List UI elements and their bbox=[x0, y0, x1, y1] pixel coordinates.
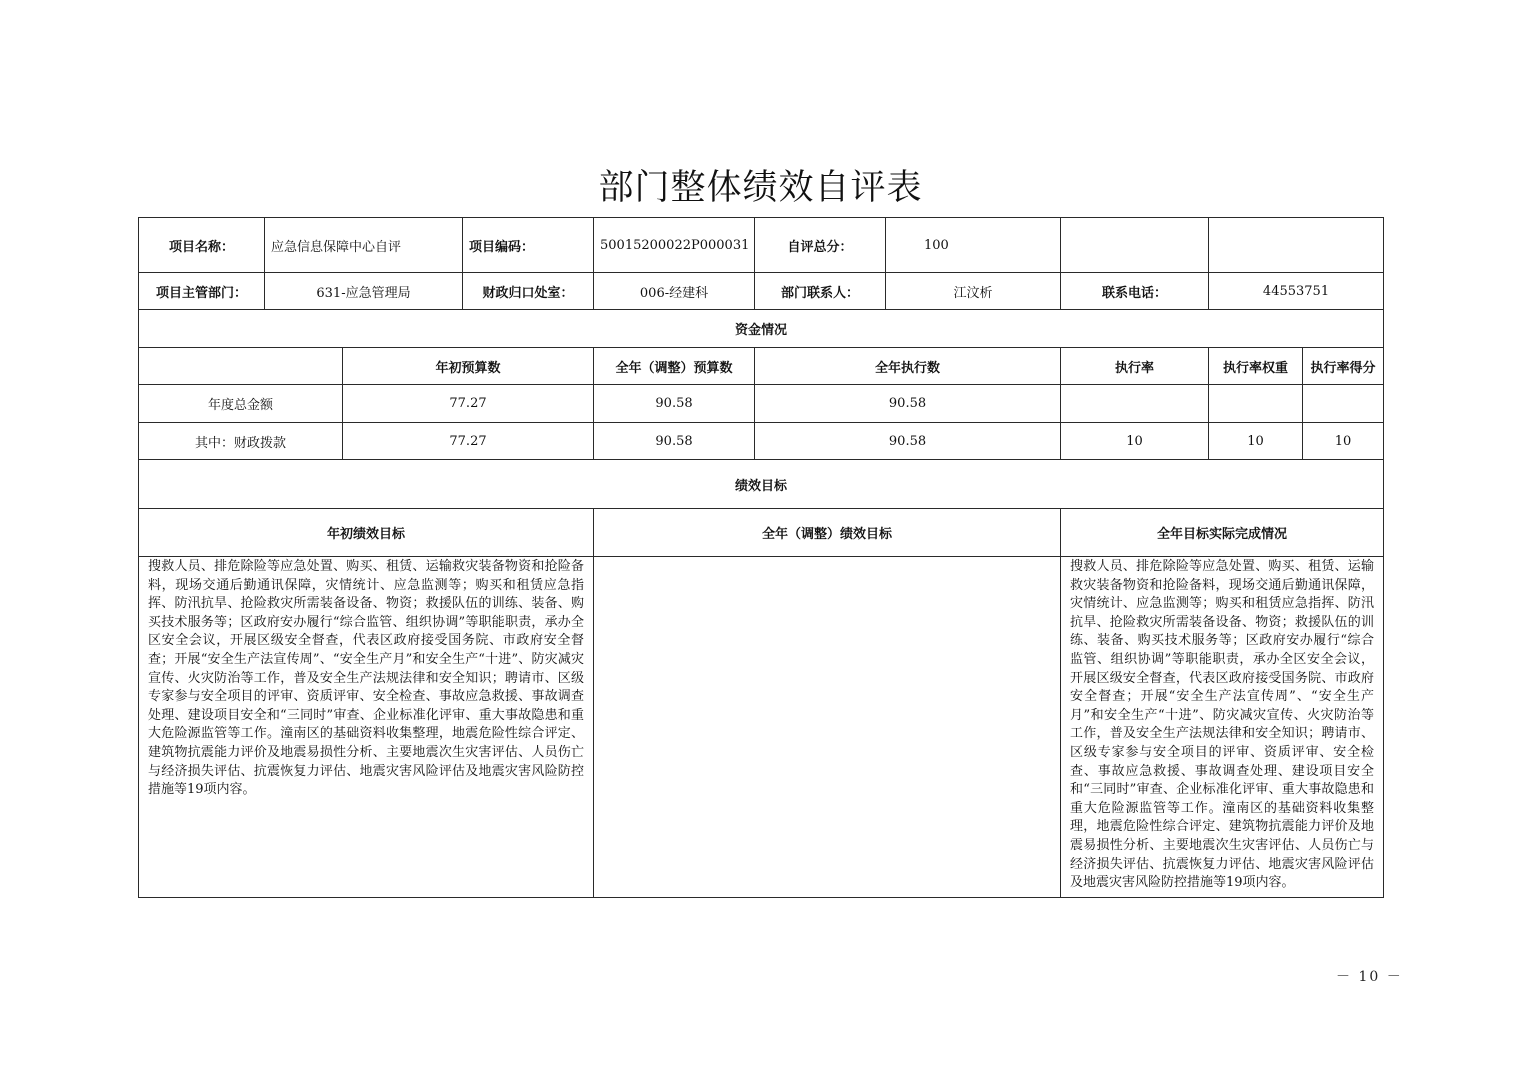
empty-cell bbox=[139, 348, 343, 385]
goals-col-actual: 全年目标实际完成情况 bbox=[1061, 509, 1384, 557]
empty-cell bbox=[1209, 218, 1384, 273]
contact-label: 部门联系人： bbox=[755, 273, 886, 310]
project-code-value: 50015200022P000031 bbox=[594, 218, 755, 273]
page-title: 部门整体绩效自评表 bbox=[598, 168, 923, 208]
self-score-value: 100 bbox=[886, 218, 1061, 273]
adjusted-budget-value: 90.58 bbox=[594, 423, 755, 460]
goals-header-row bbox=[139, 509, 1384, 557]
table-row bbox=[139, 385, 1384, 423]
phone-label: 联系电话： bbox=[1061, 273, 1209, 310]
contact-value: 江汶析 bbox=[886, 273, 1061, 310]
project-info-row bbox=[139, 218, 1384, 273]
score-value: 10 bbox=[1303, 423, 1384, 460]
adjusted-goals-text bbox=[594, 557, 1061, 898]
self-evaluation-table bbox=[138, 217, 1384, 898]
goals-col-initial: 年初绩效目标 bbox=[139, 509, 594, 557]
executed-value: 90.58 bbox=[755, 385, 1061, 423]
funds-col-rate: 执行率 bbox=[1061, 348, 1209, 385]
department-label: 项目主管部门： bbox=[139, 273, 265, 310]
page-number: － 10 － bbox=[1336, 969, 1403, 985]
funds-col-initial-budget: 年初预算数 bbox=[343, 348, 594, 385]
project-name-label: 项目名称： bbox=[139, 218, 265, 273]
funds-section-row bbox=[139, 310, 1384, 348]
funds-section-title: 资金情况 bbox=[139, 310, 1384, 348]
score-value bbox=[1303, 385, 1384, 423]
goals-section-title: 绩效目标 bbox=[139, 460, 1384, 509]
goals-section-row bbox=[139, 460, 1384, 509]
goals-col-adjusted: 全年（调整）绩效目标 bbox=[594, 509, 1061, 557]
row-label: 年度总金额 bbox=[139, 385, 343, 423]
finance-office-label: 财政归口处室： bbox=[463, 273, 594, 310]
rate-value: 10 bbox=[1061, 423, 1209, 460]
funds-header-row bbox=[139, 348, 1384, 385]
department-value: 631-应急管理局 bbox=[265, 273, 463, 310]
department-info-row bbox=[139, 273, 1384, 310]
executed-value: 90.58 bbox=[755, 423, 1061, 460]
weight-value bbox=[1209, 385, 1303, 423]
row-label: 其中：财政拨款 bbox=[139, 423, 343, 460]
funds-col-adjusted-budget: 全年（调整）预算数 bbox=[594, 348, 755, 385]
adjusted-budget-value: 90.58 bbox=[594, 385, 755, 423]
funds-col-score: 执行率得分 bbox=[1303, 348, 1384, 385]
goals-content-row bbox=[139, 557, 1384, 898]
funds-col-weight: 执行率权重 bbox=[1209, 348, 1303, 385]
project-code-label: 项目编码： bbox=[463, 218, 594, 273]
initial-budget-value: 77.27 bbox=[343, 423, 594, 460]
table-row bbox=[139, 423, 1384, 460]
self-score-label: 自评总分： bbox=[755, 218, 886, 273]
weight-value: 10 bbox=[1209, 423, 1303, 460]
initial-goals-text: 搜救人员、排危除险等应急处置、购买、租赁、运输救灾装备物资和抢险备料，现场交通后勤通讯保障，灾情统计、应急监测等；购买和租赁应急指挥、防汛抗旱、抢险救灾所需装备设备、物资；救援队伍的训练、装备、购买技术服务等；区政府安办履行“综合监管、组织协调”等职能职责，承办全区安全会议，开展区级安全督查，代表区政府接受国务院、市政府安全督查；开展“安全生产法宣传周”、“安全生产月”和安全生产“十进”、防灾减灾宣传、火灾防治等工作，普及安全生产法规法律和安全知识；聘请市、区级专家参与安全项目的评审、资质评审、安全检查、事故应急救援、事故调查处理、建设项目安全和“三同时”审查、企业标准化评审、重大事故隐患和重大危险源监管等工作。潼南区的基础资料收集整理，地震危险性综合评定、建筑物抗震能力评价及地震易损性分析、主要地震次生灾害评估、人员伤亡与经济损失评估、抗震恢复力评估、地震灾害风险评估及地震灾害风险防控措施等19项内容。 bbox=[139, 557, 594, 898]
rate-value bbox=[1061, 385, 1209, 423]
funds-col-executed: 全年执行数 bbox=[755, 348, 1061, 385]
finance-office-value: 006-经建科 bbox=[594, 273, 755, 310]
project-name-value: 应急信息保障中心自评 bbox=[265, 218, 463, 273]
initial-budget-value: 77.27 bbox=[343, 385, 594, 423]
actual-completion-text: 搜救人员、排危除险等应急处置、购买、租赁、运输救灾装备物资和抢险备料，现场交通后勤通讯保障，灾情统计、应急监测等；购买和租赁应急指挥、防汛抗旱、抢险救灾所需装备设备、物资；救援队伍的训练、装备、购买技术服务等；区政府安办履行“综合监管、组织协调”等职能职责，承办全区安全会议，开展区级安全督查，代表区政府接受国务院、市政府安全督查；开展“安全生产法宣传周”、“安全生产月”和安全生产“十进”、防灾减灾宣传、火灾防治等工作，普及安全生产法规法律和安全知识；聘请市、区级专家参与安全项目的评审、资质评审、安全检查、事故应急救援、事故调查处理、建设项目安全和“三同时”审查、企业标准化评审、重大事故隐患和重大危险源监管等工作。潼南区的基础资料收集整理，地震危险性综合评定、建筑物抗震能力评价及地震易损性分析、主要地震次生灾害评估、人员伤亡与经济损失评估、抗震恢复力评估、地震灾害风险评估及地震灾害风险防控措施等19项内容。 bbox=[1061, 557, 1384, 898]
empty-cell bbox=[1061, 218, 1209, 273]
phone-value: 44553751 bbox=[1209, 273, 1384, 310]
